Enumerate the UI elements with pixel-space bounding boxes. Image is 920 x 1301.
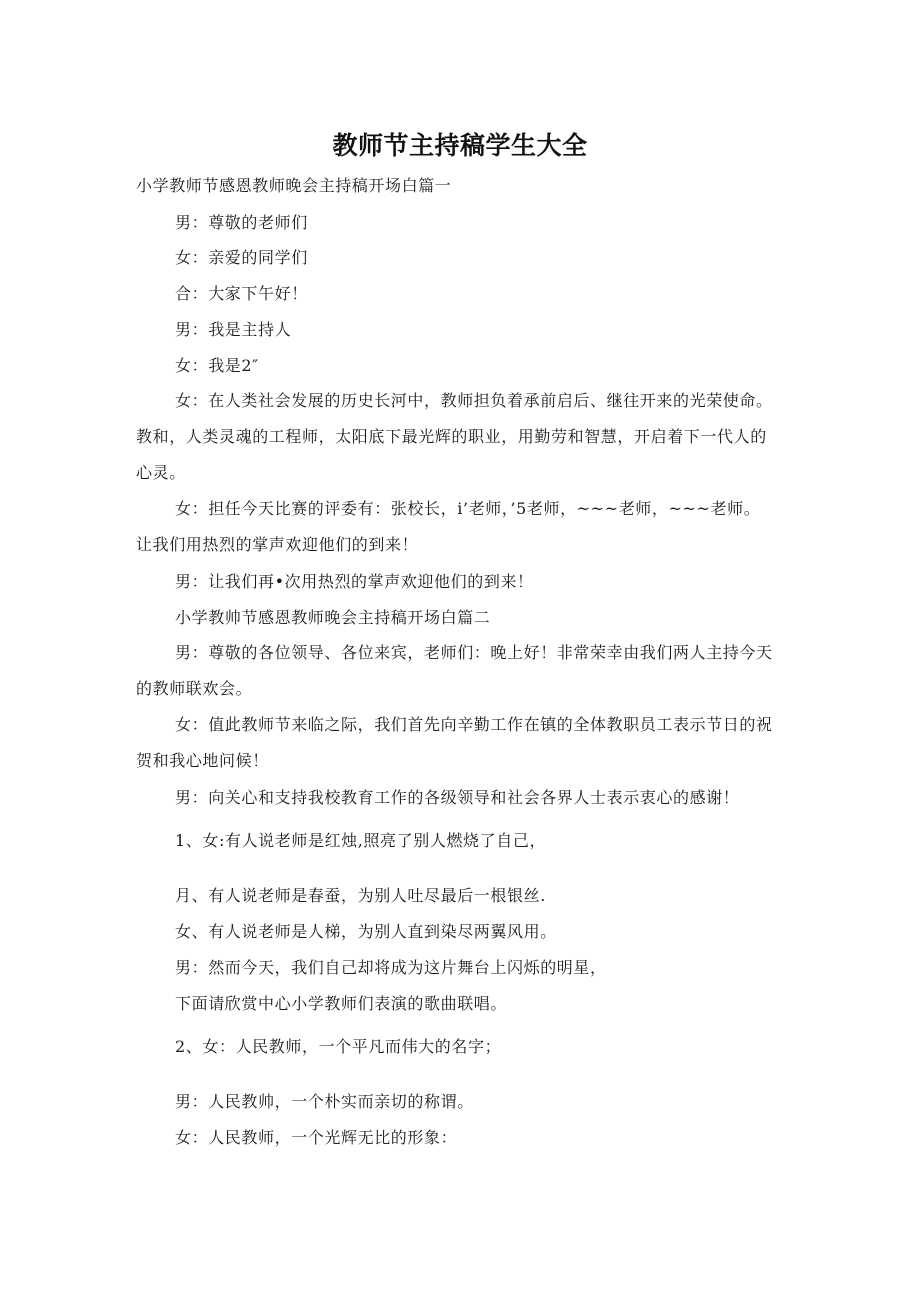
section-heading-1: 小学教师节感恩教师晚会主持稿开场白篇一 — [136, 176, 452, 195]
dialogue-line: 合：大家下午好！ — [175, 284, 308, 303]
paragraph-greeting: 女：值此教师节来临之际，我们首先向辛勤工作在镇的全体教职员工表示节日的祝贺和我心地问候！ — [136, 715, 773, 770]
dialogue-line: 女：人民教师，一个光辉无比的形象： — [175, 1128, 458, 1147]
dialogue-line: 男：我是主持人 — [175, 320, 292, 339]
dialogue-line: 男：让我们再•次用热烈的掌声欢迎他们的到来！ — [175, 572, 534, 591]
numbered-item-2: 2、女：人民教师，一个平凡而伟大的名字； — [175, 1037, 502, 1056]
dialogue-line: 男：人民教帅，一个朴实而亲切的称谓。 — [175, 1092, 474, 1111]
paragraph-history: 女：在人类社会发展的历史长河中，教师担负着承前启后、继往开来的光荣使命。教和，人类灵魂的工程师，太阳底下最光辉的职业，用勤劳和智慧，开启着下一代人的心灵。 — [136, 391, 773, 482]
paragraph-welcome: 男：尊敬的各位领导、各位来宾，老师们：晚上好！非常荣幸由我们两人主持今天的教师联欢会。 — [136, 643, 773, 698]
document-title: 教师节主持稿学生大全 — [332, 131, 588, 160]
dialogue-line: 女：亲爱的同学们 — [175, 248, 308, 267]
dialogue-line: 男：尊敬的老师们 — [175, 213, 308, 232]
dialogue-line: 男：然而今天，我们自己却将成为这片舞台上闪烁的明星， — [175, 958, 607, 977]
dialogue-line: 下面请欣赏中心小学教师们表演的歌曲联唱。 — [175, 994, 508, 1013]
section-heading-2: 小学教帅节感恩教师晚会主持稿开场白篇二 — [175, 608, 491, 627]
paragraph-judges: 女：担任今天比赛的评委有：张校长，i’老师，’5老师，~~~老师，~~~老师。让我们用热烈的掌声欢迎他们的到来！ — [136, 499, 761, 554]
dialogue-line: 女：我是2″ — [175, 356, 259, 375]
numbered-item-1: 1、女:有人说老师是红烛,照亮了别人燃烧了自己， — [175, 831, 547, 850]
dialogue-line: 男：向关心和支持我校教育工作的各级领导和社会各界人士表示衷心的感谢！ — [175, 788, 740, 807]
dialogue-line: 月、有人说老师是春蚕，为别人吐尽最后一根银丝. — [175, 886, 546, 905]
dialogue-line: 女、有人说老师是人梯，为别人直到染尽两翼风用。 — [175, 922, 557, 941]
